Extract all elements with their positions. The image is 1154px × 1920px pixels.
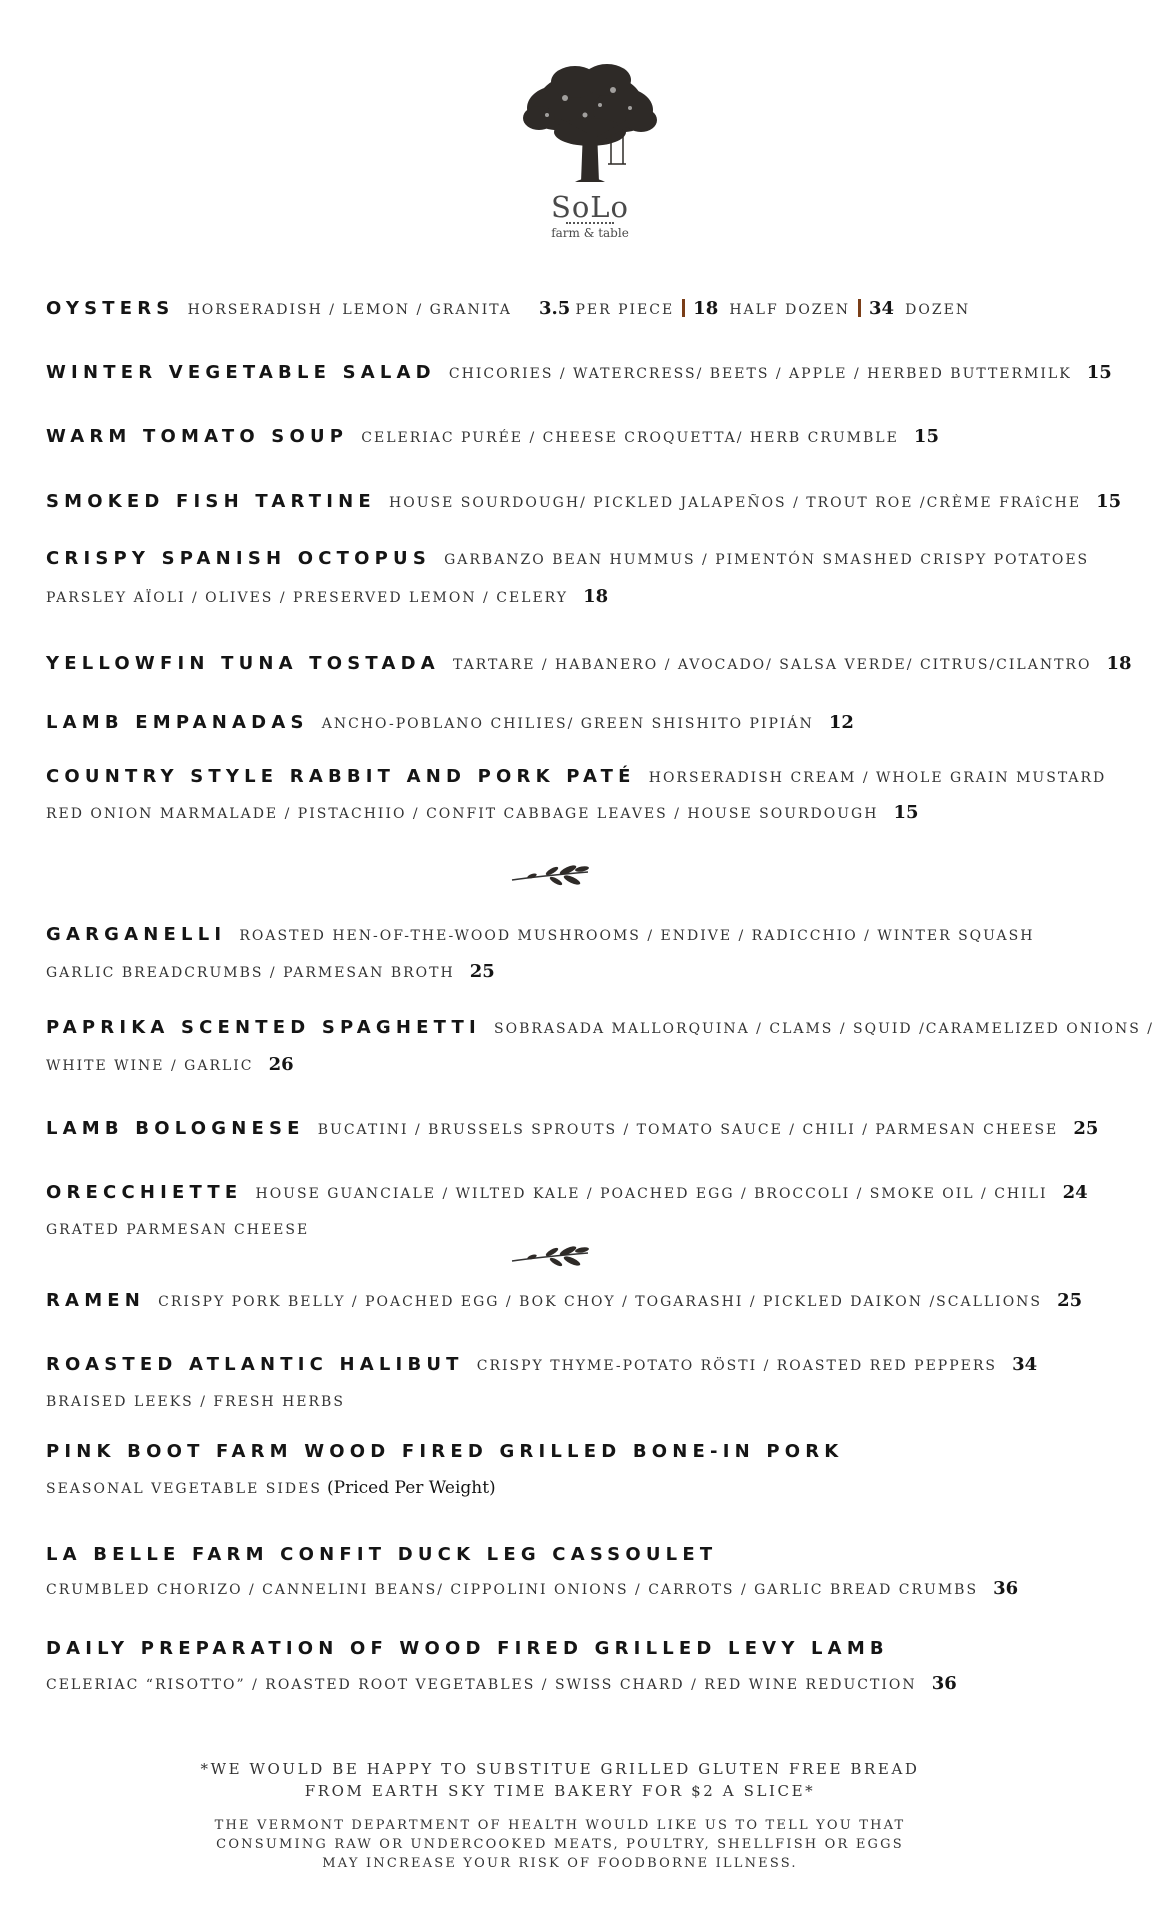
health-note-line: CONSUMING RAW OR UNDERCOOKED MEATS, POULTRY, SHELLFISH OR EGGS xyxy=(216,1837,904,1852)
olive-sprig-divider-icon xyxy=(510,1241,590,1271)
item-description: PARSLEY AÏOLI / OLIVES / PRESERVED LEMON / CELERY xyxy=(46,590,569,606)
menu-item-crispy-spanish-octopus-cont xyxy=(46,586,1104,607)
item-name: WINTER VEGETABLE SALAD xyxy=(46,362,436,383)
item-price: 36 xyxy=(931,1673,957,1694)
restaurant-logo xyxy=(510,60,670,240)
menu-item-crispy-spanish-octopus xyxy=(46,548,1104,569)
item-description: GRATED PARMESAN CHEESE xyxy=(46,1222,310,1238)
item-name: LAMB EMPANADAS xyxy=(46,712,309,733)
item-name: PAPRIKA SCENTED SPAGHETTI xyxy=(46,1017,481,1038)
item-description: HOUSE SOURDOUGH/ PICKLED JALAPEÑOS / TROUT ROE /CRÈME FRAîCHE xyxy=(389,495,1082,511)
menu-item-pink-boot-pork-cont xyxy=(46,1478,1104,1498)
oak-tree-icon xyxy=(515,60,665,190)
item-description: HORSERADISH CREAM / WHOLE GRAIN MUSTARD xyxy=(648,770,1107,786)
menu-item-duck-cassoulet-cont xyxy=(46,1578,1104,1599)
item-name: ORECCHIETTE xyxy=(46,1182,243,1203)
item-price: 24 xyxy=(1062,1182,1088,1203)
menu-item-rabbit-pork-pate xyxy=(46,766,1107,787)
brand-tagline: farm & table xyxy=(551,226,629,240)
item-name: RAMEN xyxy=(46,1290,146,1311)
menu-item-pink-boot-pork xyxy=(46,1441,1104,1462)
menu-item-orecchiette-cont xyxy=(46,1219,1104,1238)
menu-item-paprika-spaghetti-cont xyxy=(46,1054,1104,1075)
item-price-unit: HALF DOZEN xyxy=(729,302,851,318)
gluten-free-note xyxy=(190,1758,930,1802)
menu-item-orecchiette xyxy=(46,1182,1104,1203)
item-description: TARTARE / HABANERO / AVOCADO/ SALSA VERDE/ CITRUS/CILANTRO xyxy=(453,657,1092,673)
item-description: SEASONAL VEGETABLE SIDES xyxy=(46,1481,322,1497)
menu-item-levy-lamb-cont xyxy=(46,1673,1104,1694)
item-price: 12 xyxy=(828,712,854,733)
menu-item-garganelli-cont xyxy=(46,961,1104,982)
item-name: COUNTRY STYLE RABBIT AND PORK PATÉ xyxy=(46,766,636,787)
item-name: CRISPY SPANISH OCTOPUS xyxy=(46,548,431,569)
brand-name: SoLo xyxy=(550,190,630,224)
item-description: BUCATINI / BRUSSELS SPROUTS / TOMATO SAUCE / CHILI / PARMESAN CHEESE xyxy=(317,1122,1059,1138)
item-price: 18 xyxy=(583,586,609,607)
item-name: LAMB BOLOGNESE xyxy=(46,1118,305,1139)
item-name: DAILY PREPARATION OF WOOD FIRED GRILLED LEVY LAMB xyxy=(46,1638,889,1659)
item-description: HORSERADISH / LEMON / GRANITA xyxy=(187,302,512,318)
item-price: 26 xyxy=(268,1054,294,1075)
item-name: GARGANELLI xyxy=(46,924,227,945)
item-description: HOUSE GUANCIALE / WILTED KALE / POACHED EGG / BROCCOLI / SMOKE OIL / CHILI xyxy=(255,1186,1048,1202)
item-name: YELLOWFIN TUNA TOSTADA xyxy=(46,653,440,674)
menu-item-rabbit-pork-pate-cont xyxy=(46,802,1104,823)
item-name: OYSTERS xyxy=(46,298,175,319)
item-name: SMOKED FISH TARTINE xyxy=(46,491,376,512)
item-price: 18 xyxy=(693,298,719,319)
menu-item-warm-tomato-soup xyxy=(46,426,1104,447)
item-price: 34 xyxy=(869,298,895,319)
item-price-unit: DOZEN xyxy=(905,302,971,318)
health-note-line: MAY INCREASE YOUR RISK OF FOODBORNE ILLNESS. xyxy=(322,1856,798,1871)
menu-item-paprika-spaghetti xyxy=(46,1017,1154,1038)
menu-item-lamb-bolognese xyxy=(46,1118,1104,1139)
item-name: WARM TOMATO SOUP xyxy=(46,426,349,447)
item-description: RED ONION MARMALADE / PISTACHIIO / CONFIT CABBAGE LEAVES / HOUSE SOURDOUGH xyxy=(46,806,879,822)
menu-item-ramen xyxy=(46,1290,1104,1311)
health-advisory-note xyxy=(190,1816,930,1873)
item-description: SOBRASADA MALLORQUINA / CLAMS / SQUID /CARAMELIZED ONIONS / xyxy=(494,1021,1154,1037)
item-description: CRISPY PORK BELLY / POACHED EGG / BOK CHOY / TOGARASHI / PICKLED DAIKON /SCALLIONS xyxy=(158,1294,1043,1310)
menu-item-yellowfin-tuna-tostada xyxy=(46,653,1132,674)
item-description: GARBANZO BEAN HUMMUS / PIMENTÓN SMASHED CRISPY POTATOES xyxy=(444,552,1090,568)
item-description: CELERIAC “RISOTTO” / ROASTED ROOT VEGETABLES / SWISS CHARD / RED WINE REDUCTION xyxy=(46,1677,917,1693)
item-description: GARLIC BREADCRUMBS / PARMESAN BROTH xyxy=(46,965,455,981)
item-priced-by-weight: (Priced Per Weight) xyxy=(327,1478,496,1498)
menu-item-atlantic-halibut-cont xyxy=(46,1391,1104,1410)
item-price: 15 xyxy=(913,426,939,447)
gluten-note-line: *WE WOULD BE HAPPY TO SUBSTITUE GRILLED GLUTEN FREE BREAD xyxy=(200,1760,920,1778)
item-price: 25 xyxy=(1057,1290,1083,1311)
item-price-unit: PER PIECE xyxy=(575,302,675,318)
item-description: CHICORIES / WATERCRESS/ BEETS / APPLE / HERBED BUTTERMILK xyxy=(448,366,1072,382)
item-description: ANCHO-POBLANO CHILIES/ GREEN SHISHITO PIPIÁN xyxy=(321,716,814,732)
price-separator xyxy=(858,299,861,317)
item-price: 34 xyxy=(1012,1354,1038,1375)
olive-sprig-divider-icon xyxy=(510,860,590,890)
item-price: 3.5 xyxy=(539,298,571,319)
item-description: CRUMBLED CHORIZO / CANNELINI BEANS/ CIPPOLINI ONIONS / CARROTS / GARLIC BREAD CRUMBS xyxy=(46,1582,979,1598)
item-description: CELERIAC PURÉE / CHEESE CROQUETTA/ HERB CRUMBLE xyxy=(361,430,899,446)
item-price: 15 xyxy=(893,802,919,823)
item-description: ROASTED HEN-OF-THE-WOOD MUSHROOMS / ENDIVE / RADICCHIO / WINTER SQUASH xyxy=(239,928,1035,944)
menu-item-winter-vegetable-salad xyxy=(46,362,1112,383)
menu-item-atlantic-halibut xyxy=(46,1354,1104,1375)
item-description: WHITE WINE / GARLIC xyxy=(46,1058,254,1074)
health-note-line: THE VERMONT DEPARTMENT OF HEALTH WOULD LIKE US TO TELL YOU THAT xyxy=(214,1818,906,1833)
menu-item-lamb-empanadas xyxy=(46,712,1104,733)
item-description: BRAISED LEEKS / FRESH HERBS xyxy=(46,1394,345,1410)
item-price: 15 xyxy=(1086,362,1112,383)
item-price: 25 xyxy=(469,961,495,982)
menu-item-levy-lamb xyxy=(46,1638,1104,1659)
item-price: 36 xyxy=(993,1578,1019,1599)
item-price: 18 xyxy=(1106,653,1132,674)
item-price: 15 xyxy=(1096,491,1122,512)
gluten-note-line: FROM EARTH SKY TIME BAKERY FOR $2 A SLICE* xyxy=(304,1782,816,1800)
item-name: LA BELLE FARM CONFIT DUCK LEG CASSOULET xyxy=(46,1544,718,1565)
menu-item-oysters xyxy=(46,298,1104,319)
menu-item-smoked-fish-tartine xyxy=(46,491,1122,512)
item-name: ROASTED ATLANTIC HALIBUT xyxy=(46,1354,464,1375)
item-name: PINK BOOT FARM WOOD FIRED GRILLED BONE-IN PORK xyxy=(46,1441,844,1462)
menu-item-duck-cassoulet xyxy=(46,1544,1104,1565)
item-description: CRISPY THYME-POTATO RÖSTI / ROASTED RED PEPPERS xyxy=(476,1358,997,1374)
menu-item-garganelli xyxy=(46,924,1104,945)
item-price: 25 xyxy=(1073,1118,1099,1139)
price-separator xyxy=(682,299,685,317)
